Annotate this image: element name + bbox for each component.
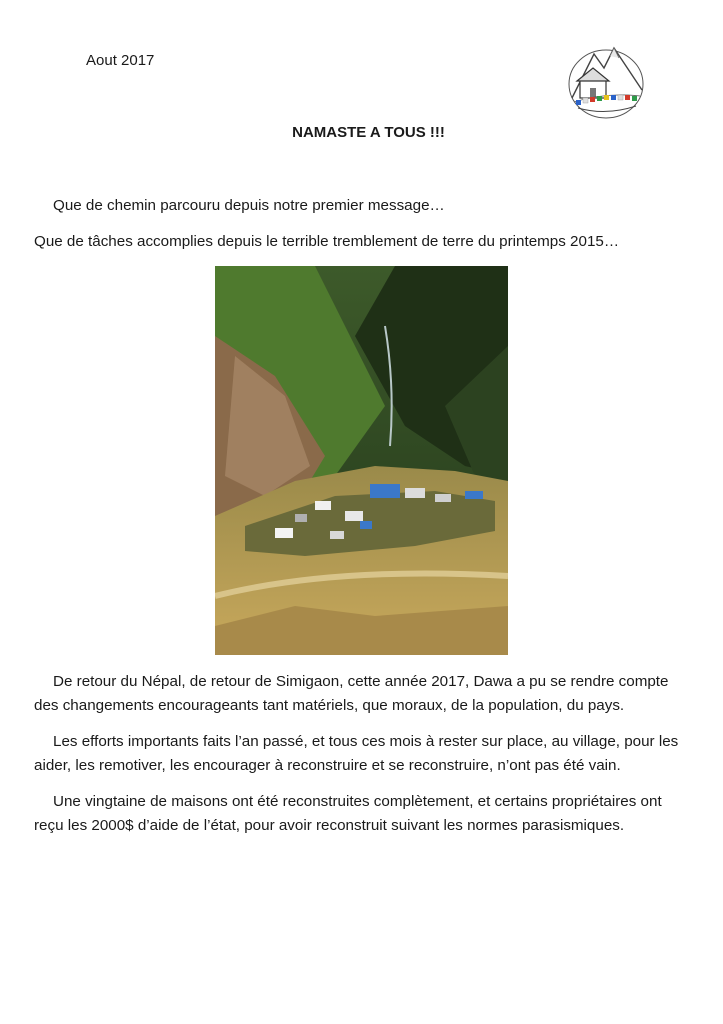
mountain-village-photo	[215, 266, 508, 655]
paragraph-efforts: Les efforts importants faits l’an passé, et tous ces mois à rester sur place, au village, pour les aider, les remotiver, les encourager à reconstruire et se reconstruire, n’ont pas été vain.	[34, 733, 679, 774]
paragraph-return: De retour du Népal, de retour de Simigaon, cette année 2017, Dawa a pu se rendre compte des changements encourageants tant matériels, que moraux, de la population, du pays.	[34, 673, 669, 714]
letter-date: Aout 2017	[86, 52, 155, 69]
mountain-house-prayer-flags-icon	[566, 40, 648, 120]
paragraph-intro: Que de chemin parcouru depuis notre premier message…	[53, 197, 445, 214]
paragraph-earthquake: Que de tâches accomplies depuis le terrible tremblement de terre du printemps 2015…	[34, 233, 620, 250]
greeting-title: NAMASTE A TOUS !!!	[292, 124, 445, 141]
paragraph-houses: Une vingtaine de maisons ont été reconstruites complètement, et certains propriétaires ont reçu les 2000$ d’aide de l’état, pour avoir reconstruit suivant les normes parasismiques.	[34, 793, 662, 834]
